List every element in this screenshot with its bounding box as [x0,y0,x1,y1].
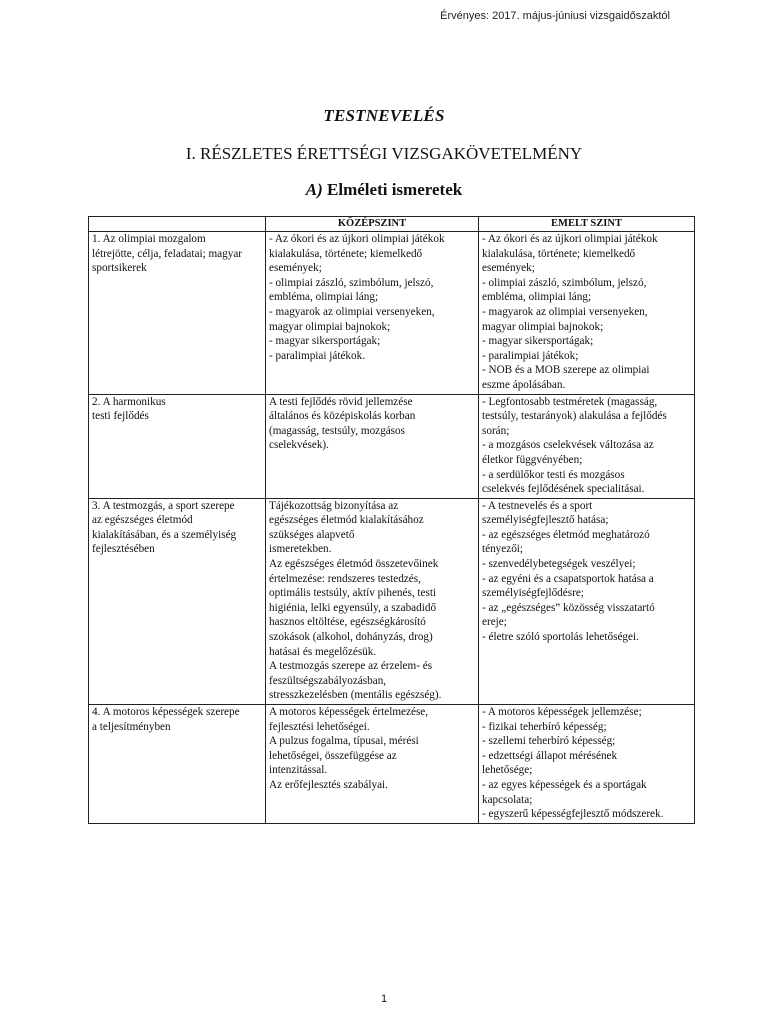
cell-text-line: szokások (alkohol, dohányzás, drog) [269,631,433,644]
mid-level-cell [266,232,479,395]
cell-text-line: Az egészséges életmód összetevőinek [269,558,439,571]
cell-text-line: magyar olimpiai bajnokok; [482,320,604,333]
table-row [89,394,695,498]
cell-text-line: optimális testsúly, aktív pihenés, testi [269,587,437,600]
cell-text-line: általános és középiskolás korban [269,410,416,423]
cell-text-line: Tájékozottság bizonyítása az [269,499,399,512]
cell-text-line: események; [269,262,322,275]
cell-text-line: - NOB és a MOB szerepe az olimpiai [482,364,650,377]
cell-text-line: - paralimpiai játékok; [482,349,579,362]
cell-text-line: - a mozgásos cselekvések változása az [482,439,654,452]
cell-text-line: életkor függvényében; [482,453,583,466]
cell-text-line: 2. A harmonikus [92,395,166,408]
cell-text-line: - a serdülőkor testi és mozgásos [482,468,625,481]
table-row [89,498,695,704]
cell-text-line: - magyar sikersportágak; [482,335,594,348]
cell-text-line: 3. A testmozgás, a sport szerepe [92,499,235,512]
topic-cell [89,394,266,498]
advanced-level-cell [479,394,695,498]
cell-text-line: - az egyes képességek és a sportágak [482,778,647,791]
topic-cell [89,705,266,824]
cell-text-line: embléma, olimpiai láng; [269,291,379,304]
cell-text-line: - A motoros képességek jellemzése; [482,706,642,718]
cell-text-line: A pulzus fogalma, típusai, mérési [269,735,419,748]
cell-text-line: - edzettségi állapot mérésének [482,749,618,762]
cell-text-line: - szellemi teherbíró képesség; [482,735,616,748]
cell-text-line: hatásai és megelőzésük. [269,645,377,658]
cell-text-line: - olimpiai zászló, szimbólum, jelszó, [482,276,647,289]
cell-text-line: - olimpiai zászló, szimbólum, jelszó, [269,276,434,289]
cell-text-line: stresszkezelésben (mentális egészség). [269,689,442,702]
cell-text-line: - életre szóló sportolás lehetőségei. [482,631,639,644]
cell-text-line: A testmozgás szerepe az érzelem- és [269,660,433,673]
section-title: Elméleti ismeretek [322,180,463,199]
document-title: TESTNEVELÉS [323,106,445,125]
mid-level-cell [266,705,479,824]
cell-text-line: - magyarok az olimpiai versenyeken, [269,305,435,318]
cell-text-line: - az egyéni és a csapatsportok hatása a [482,572,654,585]
table-row [89,705,695,824]
topic-cell [89,498,266,704]
advanced-level-cell [479,498,695,704]
advanced-level-cell [479,232,695,395]
cell-text-line: kialakulása, története; kiemelkedő [482,247,636,260]
cell-text-line: magyar olimpiai bajnokok; [269,320,391,333]
cell-text-line: feszültségszabályozásban, [269,674,387,687]
cell-text-line: ismeretekben. [269,543,332,556]
cell-text-line: ereje; [482,616,507,629]
page-number: 1 [380,993,388,1005]
cell-text-line: létrejötte, célja, feladatai; magyar [92,247,243,260]
cell-text-line: cselekvés fejlődésének specialitásai. [482,483,645,496]
cell-text-line: A testi fejlődés rövid jellemzése [269,395,413,408]
cell-text-line: 1. Az olimpiai mozgalom [92,233,206,245]
cell-text-line: intenzitással. [269,764,328,777]
cell-text-line: - Legfontosabb testméretek (magasság, [482,395,658,408]
cell-text-line: kialakulása, története; kiemelkedő [269,247,423,260]
cell-text-line: testi fejlődés [92,410,149,423]
header-mid-level: KÖZÉPSZINT [266,217,479,232]
cell-text-line: szükséges alapvető [269,528,355,541]
cell-text-line: - az egészséges életmód meghatározó [482,528,650,541]
cell-text-line: - szenvedélybetegségek veszélyei; [482,558,636,571]
cell-text-line: fejlesztési lehetőségei. [269,720,370,733]
section-letter: A) [305,180,323,199]
cell-text-line: testsúly, testarányok) alakulása a fejlődés [482,410,667,423]
cell-text-line: - fizikai teherbíró képesség; [482,720,607,733]
section-heading [0,180,768,200]
cell-text-line: kialakításában, és a személyiség [92,528,237,541]
cell-text-line: - az „egészséges” közösség visszatartó [482,601,655,614]
cell-text-line: egészséges életmód kialakításához [269,514,424,527]
header-advanced-level: EMELT SZINT [479,217,695,232]
cell-text-line: - A testnevelés és a sport [482,499,593,512]
table-body [89,232,695,824]
cell-text-line: Az erőfejlesztés szabályai. [269,778,388,791]
mid-level-cell [266,498,479,704]
cell-text-line: - magyarok az olimpiai versenyeken, [482,305,648,318]
cell-text-line: értelmezése: rendszeres testedzés, [269,572,421,585]
requirements-table [88,216,695,824]
table-header-row [89,217,695,232]
cell-text-line: lehetősége; [482,764,533,777]
cell-text-line: kapcsolata; [482,793,533,806]
cell-text-line: eszme ápolásában. [482,378,566,391]
cell-text-line: - paralimpiai játékok. [269,349,365,362]
table-row [89,232,695,395]
cell-text-line: sportsikerek [92,262,147,275]
cell-text-line: a teljesítményben [92,720,171,733]
advanced-level-cell [479,705,695,824]
cell-text-line: személyiségfejlődésre; [482,587,584,600]
cell-text-line: 4. A motoros képességek szerepe [92,706,240,718]
cell-text-line: tényezői; [482,543,524,556]
cell-text-line: cselekvések). [269,439,329,452]
header-topic [89,217,266,232]
document-subtitle: I. RÉSZLETES ÉRETTSÉGI VIZSGAKÖVETELMÉNY [185,144,583,163]
cell-text-line: lehetőségei, összefüggése az [269,749,397,762]
mid-level-cell [266,394,479,498]
cell-text-line: embléma, olimpiai láng; [482,291,592,304]
cell-text-line: események; [482,262,535,275]
cell-text-line: higiénia, lelki egyensúly, a szabadidő [269,601,437,614]
cell-text-line: személyiségfejlesztő hatása; [482,514,609,527]
cell-text-line: során; [482,424,510,437]
cell-text-line: A motoros képességek értelmezése, [269,706,429,718]
cell-text-line: - egyszerű képességfejlesztő módszerek. [482,808,664,821]
cell-text-line: - magyar sikersportágak; [269,335,381,348]
cell-text-line: - Az ókori és az újkori olimpiai játékok [269,233,445,245]
validity-note: Érvényes: 2017. május-júniusi vizsgaidőszaktól [440,10,670,22]
cell-text-line: - Az ókori és az újkori olimpiai játékok [482,233,658,245]
cell-text-line: fejlesztésében [92,543,155,556]
cell-text-line: hasznos eltöltése, egészségkárosító [269,616,426,629]
cell-text-line: az egészséges életmód [92,514,193,527]
topic-cell [89,232,266,395]
cell-text-line: (magasság, testsúly, mozgásos [269,424,405,437]
